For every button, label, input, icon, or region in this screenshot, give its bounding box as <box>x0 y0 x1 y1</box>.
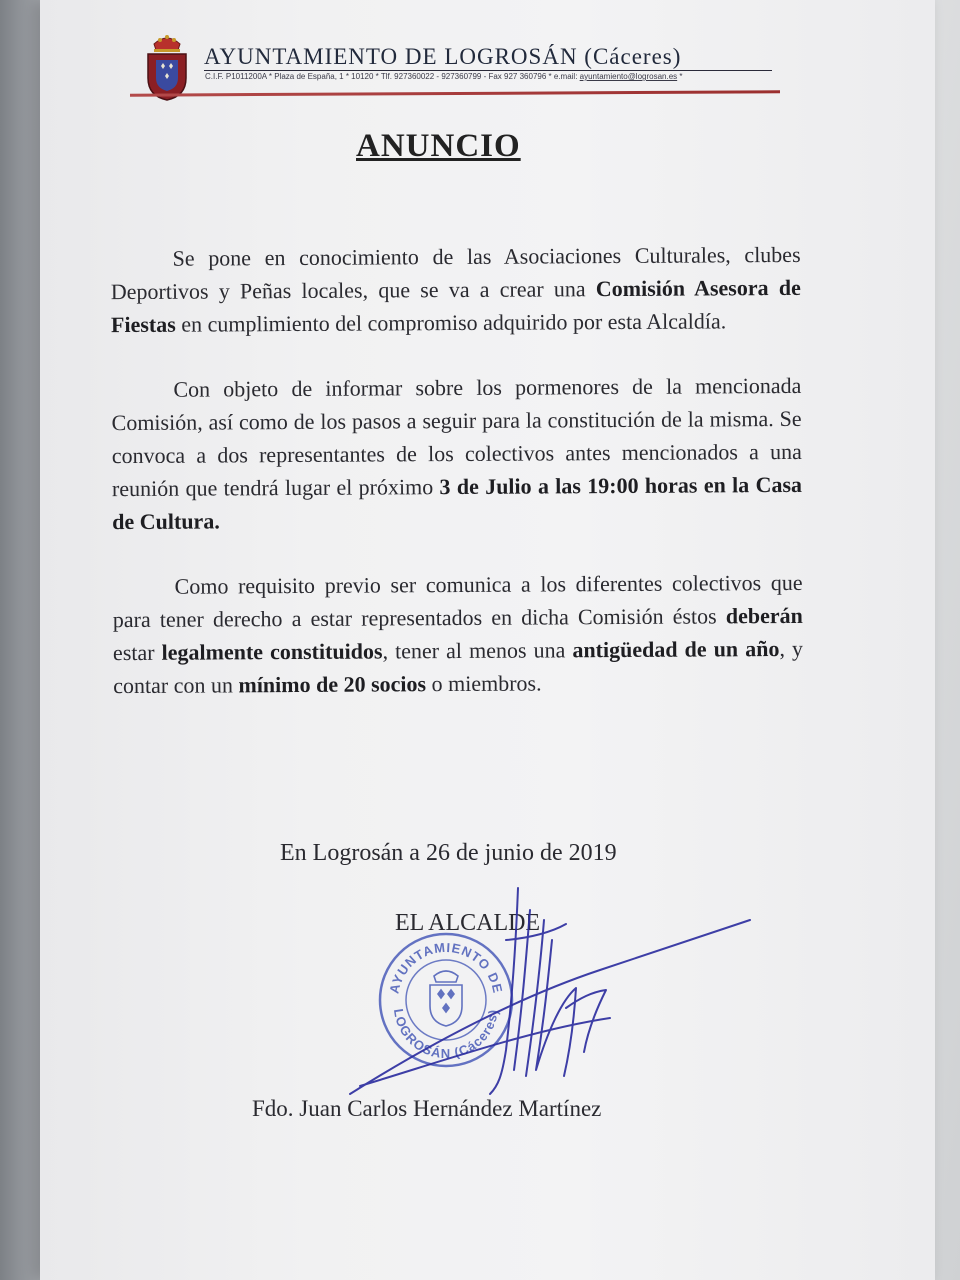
paragraph-3-bold: deberán <box>725 602 803 629</box>
paragraph-3-bold: mínimo de 20 socios <box>238 671 427 698</box>
paragraph-3-text: , tener al menos una <box>382 637 573 664</box>
paragraph-2-bold: 3 de Julio a las 19:00 horas en la Casa de Cultura. <box>112 471 803 535</box>
header-title: AYUNTAMIENTO DE LOGROSÁN (Cáceres) <box>204 44 682 69</box>
contact-details: C.I.F. P1011200A * Plaza de España, 1 * 10120 * Tlf. 927360022 - 927360799 - Fax 927 360796 * e.mail: <box>205 72 578 81</box>
paragraph-3-text: Como requisito previo ser comunica a los diferentes colectivos que para tener derecho a estar representados en dicha Comisión éstos <box>112 569 803 633</box>
header-underline <box>204 70 772 71</box>
seal-text-top: AYUNTAMIENTO DE <box>386 939 506 995</box>
paragraph-1-text: en cumplimiento del compromiso adquirido por esta Alcaldía. <box>175 308 727 337</box>
paragraph-3-text: , y contar con un <box>113 635 804 699</box>
paragraph-3-bold: legalmente constituidos <box>161 638 383 665</box>
paragraph-2 <box>111 369 802 538</box>
coat-of-arms-icon <box>140 30 194 102</box>
announcement-body <box>111 238 804 734</box>
paragraph-3 <box>113 566 804 702</box>
paragraph-3-bold: antigüedad de un año <box>572 636 780 663</box>
background-page-edge <box>0 0 44 1280</box>
signer-name: Fdo. Juan Carlos Hernández Martínez <box>252 1096 602 1121</box>
header-contact <box>205 72 683 81</box>
document-title: ANUNCIO <box>356 128 521 164</box>
paragraph-1-bold: Comisión Asesora de Fiestas <box>110 274 801 338</box>
paragraph-1 <box>111 238 802 341</box>
handwritten-signature <box>330 880 770 1110</box>
date-line: En Logrosán a 26 de junio de 2019 <box>280 840 617 866</box>
paragraph-3-text: o miembros. <box>425 670 542 697</box>
paragraph-1-text: Se pone en conocimiento de las Asociaciones Culturales, clubes Deportivos y Peñas locales, que se va a crear una <box>110 241 801 305</box>
paragraph-2-text: Con objeto de informar sobre los pormenores de la mencionada Comisión, así como de los pasos a seguir para la constitución de la misma. Se convoca a dos representantes de los colectivos antes mencionados a una reunión que tendrá lugar el próximo <box>111 372 802 502</box>
paragraph-3-text: estar <box>112 639 162 666</box>
email-link[interactable]: ayuntamiento@logrosan.es <box>579 72 678 81</box>
signer-title: EL ALCALDE <box>395 910 541 936</box>
contact-end: * <box>679 72 683 81</box>
seal-text-bottom: LOGROSÁN (Cáceres) <box>390 1007 501 1062</box>
